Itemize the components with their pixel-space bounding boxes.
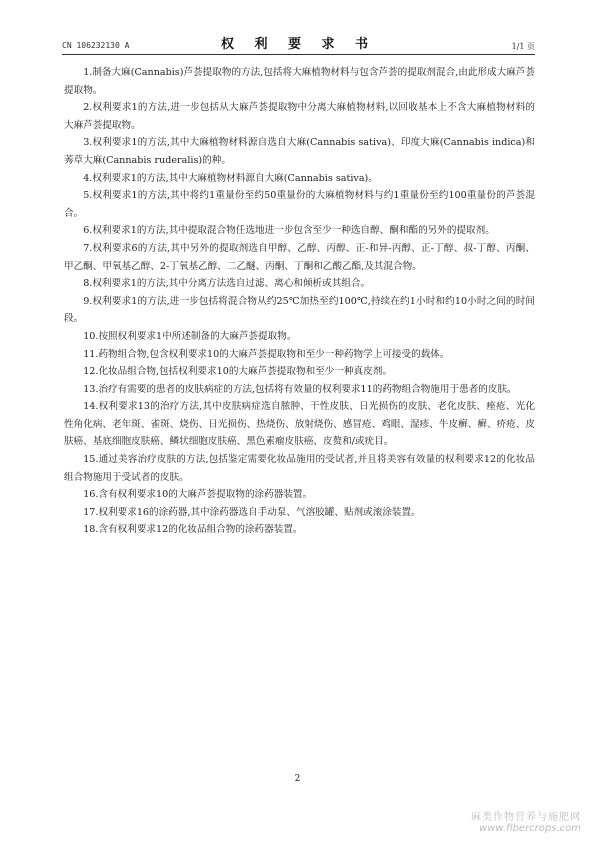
claim-10: 10.按照权利要求1中所述制备的大麻芦荟提取物。	[83, 330, 297, 342]
publication-number: CN 106232130 A	[62, 41, 130, 50]
claim-6: 6.权利要求1的方法,其中提取混合物任选地进一步包含至少一种选自醇、酮和酯的另外的提取剂。	[83, 225, 495, 237]
watermark-url: www.fibercrops.com	[479, 823, 581, 834]
claim-2: 2.权利要求1的方法,进一步包括从大麻芦荟提取物中分离大麻植物材料,以回收基本上不含大麻植物材料的大麻芦荟提取物。	[64, 102, 535, 131]
claim-17: 17.权利要求16的涂药器,其中涂药器选自手动泵、气溶胶罐、贴剂或滚涂装置。	[83, 506, 421, 518]
claim-1: 1.制备大麻(Cannabis)芦荟提取物的方法,包括将大麻植物材料与包含芦荟的提取剂混合,由此形成大麻芦荟提取物。	[64, 67, 535, 96]
header-divider	[62, 54, 535, 55]
claim-14: 14.权利要求13的治疗方法,其中皮肤病症选自脓肿、干性皮肤、日光损伤的皮肤、老化皮肤、痤疮、光化性角化病、老年斑、雀斑、烧伤、日光损伤、热烧伤、放射烧伤、感冒疮、鸡眼、湿疹、牛皮癣、癣、疥疮、皮肤癌、基底细胞皮肤癌、鳞状细胞皮肤癌、黑色素瘤皮肤癌、皮赘和/或疣目。	[64, 401, 535, 448]
claim-16: 16.含有权利要求10的大麻芦荟提取物的涂药器装置。	[83, 489, 313, 501]
claim-9: 9.权利要求1的方法,进一步包括将混合物从约25℃加热至约100℃,持续在约1小时和约10小时之间的时间段。	[64, 295, 535, 325]
claim-4: 4.权利要求1的方法,其中大麻植物材料源自大麻(Cannabis sativa)。	[83, 172, 378, 184]
claim-13: 13.治疗有需要的患者的皮肤病症的方法,包括将有效量的权利要求11的药物组合物施用于患者的皮肤。	[83, 383, 517, 395]
page-number: 2	[294, 774, 301, 784]
watermark-text: 麻类作物营养与施肥网	[471, 812, 581, 823]
claim-5: 5.权利要求1的方法,其中将约1重量份至约50重量份的大麻植物材料与约1重量份至约100重量份的芦荟混合。	[64, 190, 535, 219]
claim-15: 15.通过美容治疗皮肤的方法,包括鉴定需要化妆品施用的受试者,并且将美容有效量的权利要求12的化妆品组合物施用于受试者的皮肤。	[64, 454, 535, 483]
claim-18: 18.含有权利要求12的化妆品组合物的涂药器装置。	[83, 524, 303, 536]
claim-12: 12.化妆品组合物,包括权利要求10的大麻芦荟提取物和至少一种真皮剂。	[83, 366, 392, 378]
claims-list	[64, 64, 535, 539]
page-indicator: 1/1 页	[511, 42, 535, 51]
document-title: 权 利 要 求 书	[220, 37, 377, 52]
watermark	[471, 808, 581, 834]
claim-3: 3.权利要求1的方法,其中大麻植物材料源自选自大麻(Cannabis sativa)、印度大麻(Cannabis indica)和莠草大麻(Cannabis ruderalis)的种。	[64, 137, 535, 166]
claim-11: 11.药物组合物,包含权利要求10的大麻芦荟提取物和至少一种药物学上可接受的载体。	[83, 348, 450, 360]
claim-8: 8.权利要求1的方法,其中分离方法选自过滤、离心和倾析或其组合。	[83, 278, 371, 290]
claim-7: 7.权利要求6的方法,其中另外的提取剂选自甲醇、乙醇、丙醇、正-和异-丙醇、正-丁醇、叔-丁醇、丙酮、甲乙酮、甲氧基乙醇、2-丁氧基乙醇、二乙醚、丙酮、丁酮和乙酸乙酯,及其混合物。	[64, 242, 535, 272]
